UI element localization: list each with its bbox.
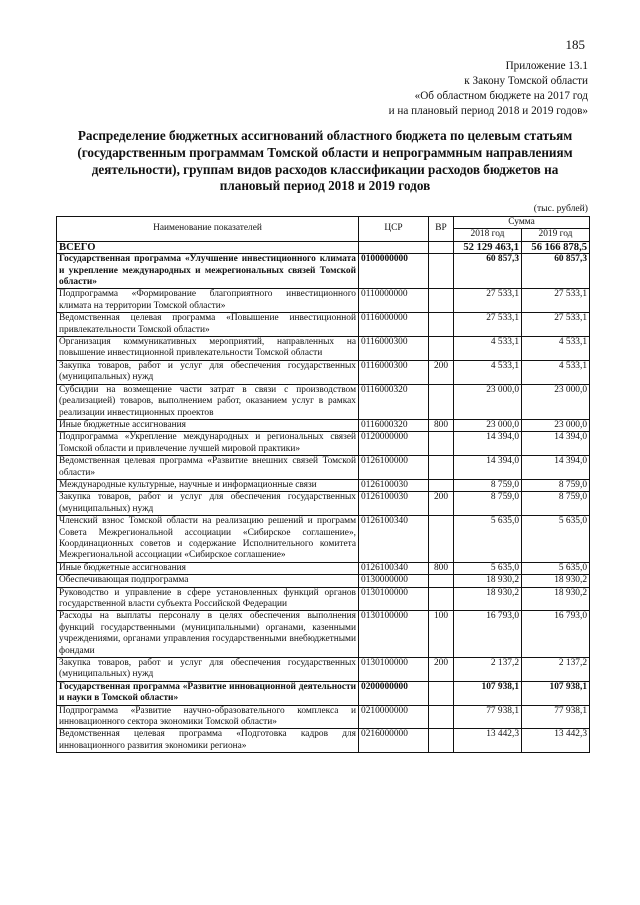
appendix-line-4: и на плановый период 2018 и 2019 годов» [388, 105, 588, 117]
table-row [57, 479, 590, 491]
row-amount-2019: 77 938,1 [522, 705, 590, 729]
row-vr [429, 313, 454, 337]
header-2019: 2019 год [522, 229, 590, 241]
appendix-line-3: «Об областном бюджете на 2017 год [414, 90, 588, 102]
row-amount-2018: 5 635,0 [454, 516, 522, 563]
header-sum: Сумма [454, 217, 590, 229]
row-csr: 0216000000 [359, 729, 429, 753]
row-csr: 0126100030 [359, 479, 429, 491]
row-amount-2018: 23 000,0 [454, 384, 522, 419]
row-name: Государственная программа «Улучшение инвестиционного климата и укрепление международных и межрегиональных связей Томской области» [57, 254, 359, 289]
row-amount-2018: 8 759,0 [454, 492, 522, 516]
row-name: Организация коммуникативных мероприятий, направленных на повышение инвестиционной привлекательности Томской области [57, 337, 359, 361]
row-vr [429, 456, 454, 480]
row-amount-2019: 27 533,1 [522, 313, 590, 337]
total-csr [359, 241, 429, 253]
row-name: Подпрограмма «Развитие научно-образовательного комплекса и инновационного сектора экономики Томской области» [57, 705, 359, 729]
row-amount-2019: 23 000,0 [522, 384, 590, 419]
row-name: Закупка товаров, работ и услуг для обеспечения государственных (муниципальных) нужд [57, 658, 359, 682]
total-vr [429, 241, 454, 253]
header-name: Наименование показателей [57, 217, 359, 242]
row-amount-2018: 16 793,0 [454, 611, 522, 658]
row-amount-2019: 4 533,1 [522, 360, 590, 384]
budget-table [56, 216, 590, 753]
table-row [57, 360, 590, 384]
row-csr: 0126100340 [359, 516, 429, 563]
table-row [57, 611, 590, 658]
table-row [57, 254, 590, 289]
row-amount-2019: 18 930,2 [522, 575, 590, 587]
total-row [57, 241, 590, 253]
appendix-line-1: Приложение 13.1 [505, 60, 588, 72]
row-vr [429, 729, 454, 753]
row-amount-2018: 14 394,0 [454, 432, 522, 456]
row-amount-2018: 4 533,1 [454, 337, 522, 361]
row-amount-2018: 8 759,0 [454, 479, 522, 491]
row-csr: 0116000300 [359, 337, 429, 361]
table-row [57, 587, 590, 611]
page-number: 185 [565, 37, 585, 52]
row-csr: 0126100340 [359, 562, 429, 574]
row-amount-2019: 13 442,3 [522, 729, 590, 753]
document-title: Распределение бюджетных ассигнований областного бюджета по целевым статьям (государственным программам Томской области и непрограммным направлениям деятельности), группам видов расходов классификации расходов бюджетов на плановый период 2018 и 2019 годов [77, 128, 573, 194]
table-row [57, 432, 590, 456]
row-vr [429, 705, 454, 729]
total-2019: 56 166 878,5 [522, 241, 590, 253]
row-amount-2018: 77 938,1 [454, 705, 522, 729]
row-csr: 0130000000 [359, 575, 429, 587]
row-name: Подпрограмма «Формирование благоприятного инвестиционного климата на территории Томской области» [57, 289, 359, 313]
appendix-line-2: к Закону Томской области [464, 75, 588, 87]
table-row [57, 729, 590, 753]
row-csr: 0116000320 [359, 384, 429, 419]
row-amount-2019: 4 533,1 [522, 337, 590, 361]
table-row [57, 575, 590, 587]
row-amount-2018: 107 938,1 [454, 681, 522, 705]
row-csr: 0200000000 [359, 681, 429, 705]
row-csr: 0120000000 [359, 432, 429, 456]
table-row [57, 456, 590, 480]
table-row [57, 313, 590, 337]
row-name: Иные бюджетные ассигнования [57, 419, 359, 431]
row-vr: 200 [429, 360, 454, 384]
row-amount-2018: 13 442,3 [454, 729, 522, 753]
row-vr [429, 479, 454, 491]
table-row [57, 492, 590, 516]
row-csr: 0210000000 [359, 705, 429, 729]
row-amount-2019: 2 137,2 [522, 658, 590, 682]
table-header-row [57, 217, 590, 229]
row-amount-2019: 5 635,0 [522, 516, 590, 563]
table-row [57, 705, 590, 729]
row-amount-2019: 107 938,1 [522, 681, 590, 705]
row-vr [429, 384, 454, 419]
row-amount-2019: 8 759,0 [522, 492, 590, 516]
table-row [57, 419, 590, 431]
row-amount-2018: 18 930,2 [454, 587, 522, 611]
row-amount-2019: 14 394,0 [522, 432, 590, 456]
row-name: Закупка товаров, работ и услуг для обеспечения государственных (муниципальных) нужд [57, 492, 359, 516]
row-csr: 0116000320 [359, 419, 429, 431]
appendix-reference [389, 59, 588, 119]
row-vr [429, 516, 454, 563]
row-amount-2019: 16 793,0 [522, 611, 590, 658]
row-name: Подпрограмма «Укрепление международных и региональных связей Томской области и привлечение лучшей мировой практики» [57, 432, 359, 456]
row-vr: 200 [429, 492, 454, 516]
row-amount-2018: 18 930,2 [454, 575, 522, 587]
row-csr: 0116000300 [359, 360, 429, 384]
row-amount-2018: 60 857,3 [454, 254, 522, 289]
row-vr [429, 575, 454, 587]
table-body [57, 241, 590, 752]
row-vr: 200 [429, 658, 454, 682]
table-row [57, 562, 590, 574]
row-name: Ведомственная целевая программа «Развитие внешних связей Томской области» [57, 456, 359, 480]
row-amount-2018: 27 533,1 [454, 313, 522, 337]
table-row [57, 384, 590, 419]
row-amount-2019: 23 000,0 [522, 419, 590, 431]
header-vr: ВР [429, 217, 454, 242]
row-name: Субсидии на возмещение части затрат в связи с производством (реализацией) товаров, выполнением работ, оказанием услуг в рамках реализации инвестиционных проектов [57, 384, 359, 419]
row-amount-2019: 14 394,0 [522, 456, 590, 480]
total-label: ВСЕГО [57, 241, 359, 253]
header-csr: ЦСР [359, 217, 429, 242]
row-csr: 0130100000 [359, 611, 429, 658]
row-name: Обеспечивающая подпрограмма [57, 575, 359, 587]
row-csr: 0126100000 [359, 456, 429, 480]
row-amount-2018: 4 533,1 [454, 360, 522, 384]
row-vr: 100 [429, 611, 454, 658]
row-name: Ведомственная целевая программа «Повышение инвестиционной привлекательности Томской области» [57, 313, 359, 337]
table-row [57, 516, 590, 563]
row-vr [429, 337, 454, 361]
row-name: Международные культурные, научные и информационные связи [57, 479, 359, 491]
row-name: Членский взнос Томской области на реализацию решений и программ Совета Межрегиональной ассоциации «Сибирское соглашение», Координационных советов и содержание Исполнительного комитета Межрегиональной ассоциации «Сибирское соглашение» [57, 516, 359, 563]
row-name: Расходы на выплаты персоналу в целях обеспечения выполнения функций государственными (муниципальными) органами, казенными учреждениями, органами управления государственными внебюджетными фондами [57, 611, 359, 658]
row-name: Иные бюджетные ассигнования [57, 562, 359, 574]
row-amount-2018: 14 394,0 [454, 456, 522, 480]
row-vr [429, 432, 454, 456]
row-csr: 0100000000 [359, 254, 429, 289]
row-vr [429, 289, 454, 313]
row-name: Ведомственная целевая программа «Подготовка кадров для инновационного развития экономики региона» [57, 729, 359, 753]
row-vr [429, 254, 454, 289]
units-note: (тыс. рублей) [533, 203, 588, 214]
row-vr: 800 [429, 419, 454, 431]
row-csr: 0130100000 [359, 658, 429, 682]
header-2018: 2018 год [454, 229, 522, 241]
total-2018: 52 129 463,1 [454, 241, 522, 253]
row-vr: 800 [429, 562, 454, 574]
table-row [57, 337, 590, 361]
row-amount-2019: 18 930,2 [522, 587, 590, 611]
row-amount-2018: 2 137,2 [454, 658, 522, 682]
row-amount-2019: 60 857,3 [522, 254, 590, 289]
row-amount-2019: 8 759,0 [522, 479, 590, 491]
row-csr: 0116000000 [359, 313, 429, 337]
row-amount-2019: 27 533,1 [522, 289, 590, 313]
row-amount-2018: 23 000,0 [454, 419, 522, 431]
row-name: Государственная программа «Развитие инновационной деятельности и науки в Томской области» [57, 681, 359, 705]
table-row [57, 289, 590, 313]
table-row [57, 658, 590, 682]
row-amount-2018: 27 533,1 [454, 289, 522, 313]
row-name: Закупка товаров, работ и услуг для обеспечения государственных (муниципальных) нужд [57, 360, 359, 384]
row-csr: 0110000000 [359, 289, 429, 313]
row-vr [429, 681, 454, 705]
row-name: Руководство и управление в сфере установленных функций органов государственной власти субъекта Российской Федерации [57, 587, 359, 611]
row-vr [429, 587, 454, 611]
row-amount-2019: 5 635,0 [522, 562, 590, 574]
row-csr: 0126100030 [359, 492, 429, 516]
row-csr: 0130100000 [359, 587, 429, 611]
row-amount-2018: 5 635,0 [454, 562, 522, 574]
table-row [57, 681, 590, 705]
